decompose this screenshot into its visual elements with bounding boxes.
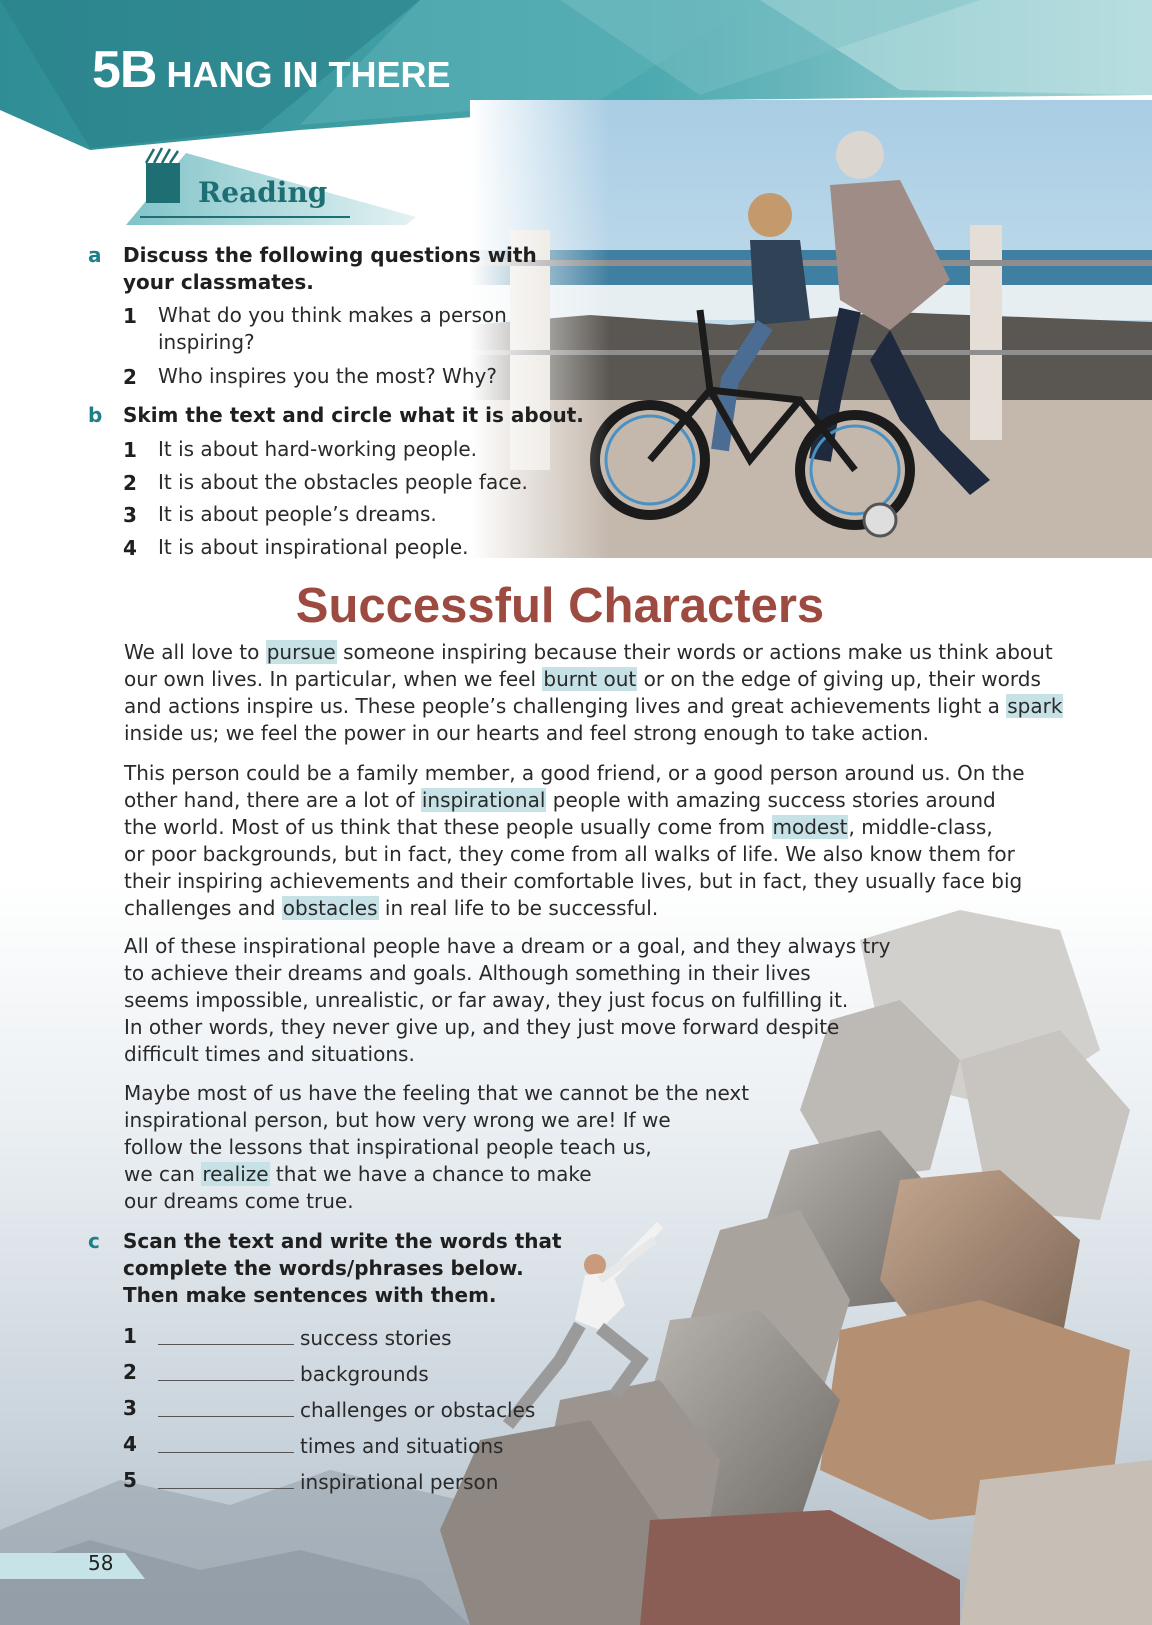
exercise-c-item-number: 4 — [123, 1432, 137, 1456]
text-run: someone inspiring because their words or actions make us think about — [336, 640, 1053, 664]
text-line: seems impossible, unrealistic, or far away, they just focus on fulfilling it. — [124, 988, 849, 1012]
exercise-b-item-number: 4 — [123, 536, 137, 560]
exercise-a-instruction — [123, 242, 537, 296]
page-number-tab — [0, 1553, 145, 1579]
exercise-c-item-text: times and situations — [300, 1434, 504, 1458]
text-run: people with amazing success stories around — [546, 788, 996, 812]
text-line — [124, 693, 1063, 720]
text-run: other hand, there are a lot of — [124, 788, 421, 812]
exercise-c-item — [158, 1466, 498, 1496]
exercise-a-item-number: 1 — [123, 304, 137, 328]
text-line: All of these inspirational people have a dream or a goal, and they always try — [124, 934, 891, 958]
text-run: in real life to be successful. — [378, 896, 659, 920]
answer-blank[interactable] — [158, 1358, 294, 1381]
unit-name: HANG IN THERE — [166, 54, 451, 95]
exercise-c-item-text: backgrounds — [300, 1362, 429, 1386]
exercise-b-letter: b — [88, 403, 103, 427]
text-line: to achieve their dreams and goals. Although something in their lives — [124, 961, 811, 985]
section-label: Reading — [198, 176, 328, 209]
exercise-a-item-line: What do you think makes a person — [158, 303, 507, 327]
exercise-b-option[interactable]: It is about people’s dreams. — [158, 502, 437, 526]
exercise-c-item-text: success stories — [300, 1326, 452, 1350]
text-line — [124, 639, 1063, 666]
text-run: or on the edge of giving up, their words — [637, 667, 1041, 691]
exercise-c-item-number: 1 — [123, 1324, 137, 1348]
exercise-c-item — [158, 1322, 452, 1352]
highlighted-word: realize — [202, 1162, 269, 1186]
highlighted-word: spark — [1007, 694, 1063, 718]
text-line: our dreams come true. — [124, 1189, 354, 1213]
exercise-a-item-number: 2 — [123, 365, 137, 389]
text-line: difficult times and situations. — [124, 1042, 415, 1066]
article-paragraph-3 — [124, 933, 890, 1068]
text-line: follow the lessons that inspirational people teach us, — [124, 1135, 652, 1159]
text-line: In other words, they never give up, and they just move forward despite — [124, 1015, 840, 1039]
exercise-b-option[interactable]: It is about hard-working people. — [158, 437, 478, 461]
highlighted-word: pursue — [266, 640, 336, 664]
text-line — [124, 895, 1025, 922]
text-run: challenges and — [124, 896, 282, 920]
bike-lesson-photo — [470, 100, 1152, 558]
text-line — [124, 666, 1063, 693]
exercise-c-instruction — [123, 1228, 562, 1309]
text-run: , middle-class, — [848, 815, 993, 839]
highlighted-word: modest — [772, 815, 848, 839]
exercise-a-letter: a — [88, 243, 102, 267]
exercise-c-item — [158, 1430, 503, 1460]
exercise-b-option[interactable]: It is about inspirational people. — [158, 535, 469, 559]
text-run: our own lives. In particular, when we feel — [124, 667, 543, 691]
text-run: that we have a chance to make — [269, 1162, 592, 1186]
exercise-b-instruction: Skim the text and circle what it is about. — [123, 403, 584, 427]
text-run: and actions inspire us. These people’s challenging lives and great achievements light a — [124, 694, 1007, 718]
exercise-c-item-number: 2 — [123, 1360, 137, 1384]
exercise-a-instruction-line1: Discuss the following questions with — [123, 243, 537, 267]
answer-blank[interactable] — [158, 1394, 294, 1417]
exercise-c-item-number: 3 — [123, 1396, 137, 1420]
text-line: This person could be a family member, a good friend, or a good person around us. On the — [124, 761, 1025, 785]
unit-number: 5B — [92, 41, 157, 99]
exercise-a-instruction-line2: your classmates. — [123, 270, 314, 294]
exercise-a-item: Who inspires you the most? Why? — [158, 364, 497, 388]
unit-title — [92, 40, 451, 100]
page-number: 58 — [88, 1551, 114, 1575]
exercise-a-item-line: inspiring? — [158, 330, 255, 354]
exercise-b-item-number: 3 — [123, 503, 137, 527]
answer-blank[interactable] — [158, 1430, 294, 1453]
article-paragraph-1 — [124, 639, 1063, 747]
exercise-c-item-text: inspirational person — [300, 1470, 499, 1494]
answer-blank[interactable] — [158, 1466, 294, 1489]
text-line: their inspiring achievements and their comfortable lives, but in fact, they usually face big — [124, 869, 1023, 893]
text-run: the world. Most of us think that these people usually come from — [124, 815, 772, 839]
text-line — [124, 787, 1025, 814]
exercise-c-letter: c — [88, 1229, 100, 1253]
exercise-c-instruction-line1: Scan the text and write the words that — [123, 1229, 562, 1253]
highlighted-word: burnt out — [543, 667, 637, 691]
book-icon — [146, 148, 180, 203]
exercise-c-item-text: challenges or obstacles — [300, 1398, 536, 1422]
article-title: Successful Characters — [295, 579, 825, 633]
article-paragraph-2 — [124, 760, 1025, 922]
exercise-b-item-number: 2 — [123, 471, 137, 495]
text-line: or poor backgrounds, but in fact, they come from all walks of life. We also know them for — [124, 842, 1015, 866]
highlighted-word: obstacles — [282, 896, 378, 920]
exercise-c-instruction-line2: complete the words/phrases below. — [123, 1256, 524, 1280]
text-line: inspirational person, but how very wrong we are! If we — [124, 1108, 671, 1132]
text-run: We all love to — [124, 640, 266, 664]
text-line — [124, 814, 1025, 841]
text-run: we can — [124, 1162, 202, 1186]
exercise-b-item-number: 1 — [123, 438, 137, 462]
answer-blank[interactable] — [158, 1322, 294, 1345]
exercise-a-item — [158, 302, 507, 356]
exercise-b-option[interactable]: It is about the obstacles people face. — [158, 470, 528, 494]
exercise-c-instruction-line3: Then make sentences with them. — [123, 1283, 497, 1307]
exercise-c-item-number: 5 — [123, 1468, 137, 1492]
exercise-c-item — [158, 1394, 535, 1424]
text-line: inside us; we feel the power in our hearts and feel strong enough to take action. — [124, 721, 930, 745]
exercise-c-item — [158, 1358, 429, 1388]
text-line: Maybe most of us have the feeling that we cannot be the next — [124, 1081, 750, 1105]
article-paragraph-4 — [124, 1080, 749, 1215]
text-line — [124, 1161, 749, 1188]
highlighted-word: inspirational — [421, 788, 546, 812]
